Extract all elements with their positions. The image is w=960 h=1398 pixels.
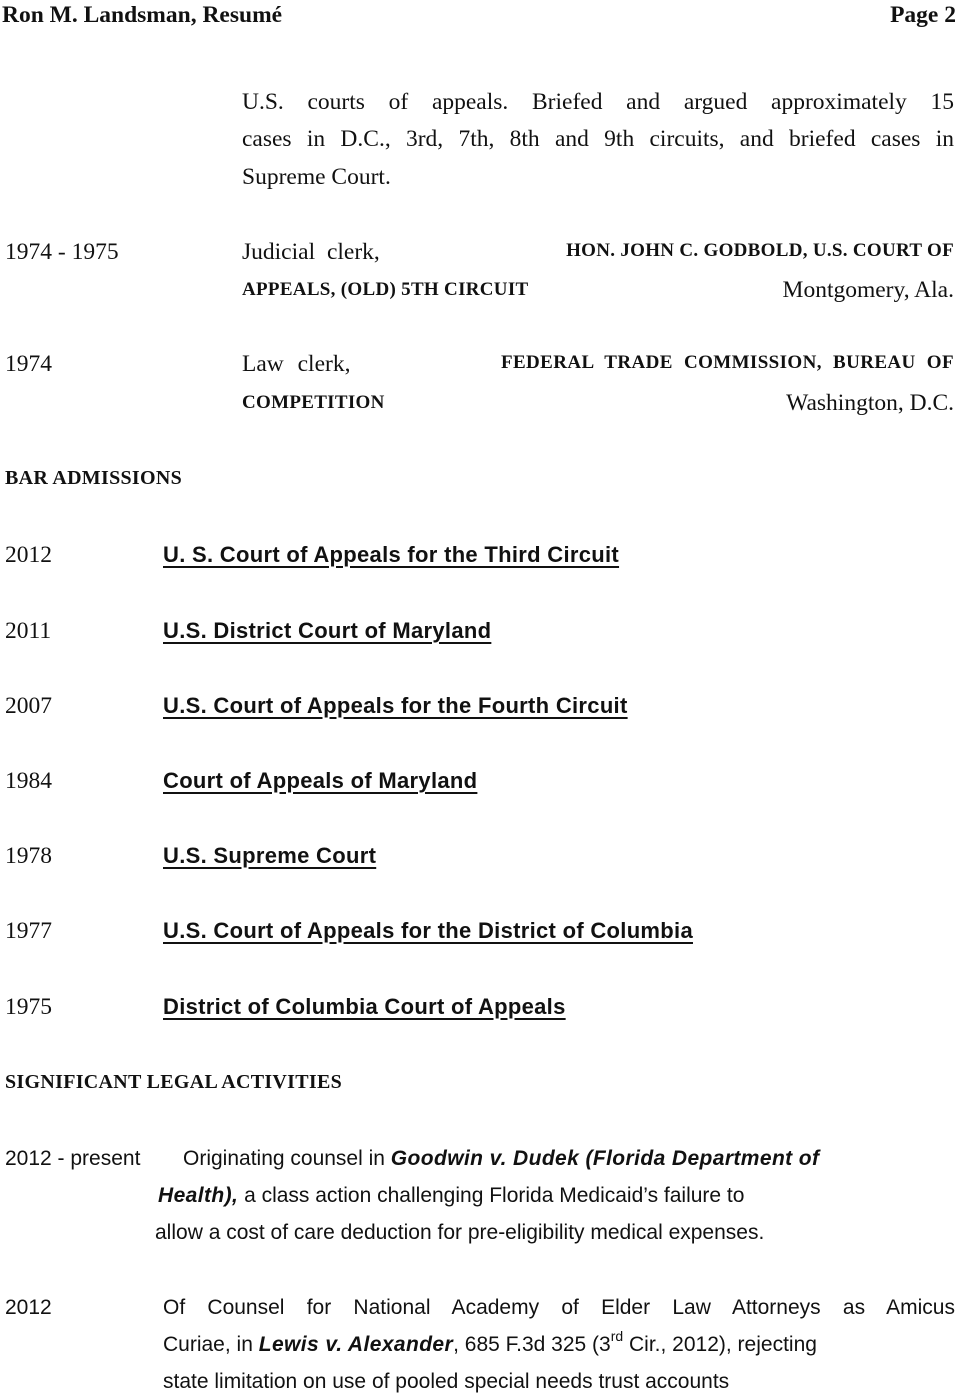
- bar-admission-court: District of Columbia Court of Appeals: [163, 994, 566, 1019]
- activity-description-line-2: [163, 1328, 955, 1356]
- clerkship-years: 1974 - 1975: [5, 239, 119, 265]
- bar-admission-year: 1975: [5, 994, 52, 1020]
- activity-years: 2012: [5, 1296, 52, 1319]
- bar-admission-court: U. S. Court of Appeals for the Third Circuit: [163, 542, 620, 567]
- activity-citation-superscript: rd: [610, 1328, 624, 1344]
- clerkship-role-label: Law clerk,: [242, 351, 351, 377]
- clerkship-role: [242, 353, 954, 377]
- bar-admissions-heading: BAR ADMISSIONS: [5, 467, 183, 489]
- clerkship-years: 1974: [5, 351, 52, 377]
- activity-years: 2012 - present: [5, 1147, 141, 1170]
- activity-description-line-1: Of Counsel for National Academy of Elder Law Attorneys as Amicus: [163, 1296, 955, 1319]
- bar-admission-year: 1977: [5, 918, 52, 944]
- header-name: Ron M. Landsman, Resumé: [2, 2, 283, 28]
- bar-admission-court: Court of Appeals of Maryland: [163, 768, 478, 793]
- bar-admission-year: 2007: [5, 693, 52, 719]
- clerkship-location: Montgomery, Ala.: [782, 277, 954, 303]
- clerkship-organization-line-2: APPEALS, (OLD) 5TH CIRCUIT: [242, 279, 529, 300]
- activity-case-name: Lewis v. Alexander: [258, 1333, 454, 1356]
- activity-description-line-2: [158, 1185, 744, 1206]
- activity-text: Curiae, in: [163, 1333, 253, 1356]
- appeals-line-3: Supreme Court.: [242, 164, 391, 190]
- bar-admission-year: 2011: [5, 618, 52, 644]
- bar-admission-court: U.S. Supreme Court: [163, 843, 377, 868]
- clerkship-role: [242, 241, 954, 265]
- clerkship-location: Washington, D.C.: [786, 390, 954, 416]
- activity-description-line-3: allow a cost of care deduction for pre-eligibility medical expenses.: [155, 1221, 765, 1244]
- activity-description-line-1: [183, 1148, 819, 1169]
- clerkship-organization: FEDERAL TRADE COMMISSION, BUREAU OF: [500, 352, 954, 373]
- bar-admission-year: 1978: [5, 843, 52, 869]
- activity-description-line-3: state limitation on use of pooled special needs trust accounts: [163, 1370, 730, 1393]
- appeals-line-2: cases in D.C., 3rd, 7th, 8th and 9th circuits, and briefed cases in: [242, 126, 954, 152]
- header-page-number: Page 2: [890, 2, 956, 28]
- activity-case-name: Goodwin v. Dudek (Florida Department of: [390, 1147, 820, 1170]
- legal-activities-heading: SIGNIFICANT LEGAL ACTIVITIES: [5, 1071, 343, 1093]
- activity-text: Cir., 2012), rejecting: [623, 1333, 817, 1356]
- clerkship-organization: HON. JOHN C. GODBOLD, U.S. COURT OF: [566, 240, 954, 261]
- appeals-line-1: U.S. courts of appeals. Briefed and argued approximately 15: [242, 89, 954, 115]
- clerkship-role-label: Judicial clerk,: [242, 239, 380, 265]
- bar-admission-court: U.S. Court of Appeals for the Fourth Circuit: [163, 693, 628, 718]
- activity-citation: , 685 F.3d 325 (3: [453, 1333, 611, 1356]
- activity-case-name: Health),: [158, 1184, 239, 1207]
- activity-text: a class action challenging Florida Medicaid’s failure to: [244, 1184, 745, 1207]
- bar-admission-year: 2012: [5, 542, 52, 568]
- bar-admission-year: 1984: [5, 768, 52, 794]
- bar-admission-court: U.S. Court of Appeals for the District of Columbia: [163, 918, 693, 943]
- clerkship-organization-line-2: COMPETITION: [242, 392, 385, 413]
- activity-text: Originating counsel in: [183, 1147, 385, 1170]
- bar-admission-court: U.S. District Court of Maryland: [163, 618, 492, 643]
